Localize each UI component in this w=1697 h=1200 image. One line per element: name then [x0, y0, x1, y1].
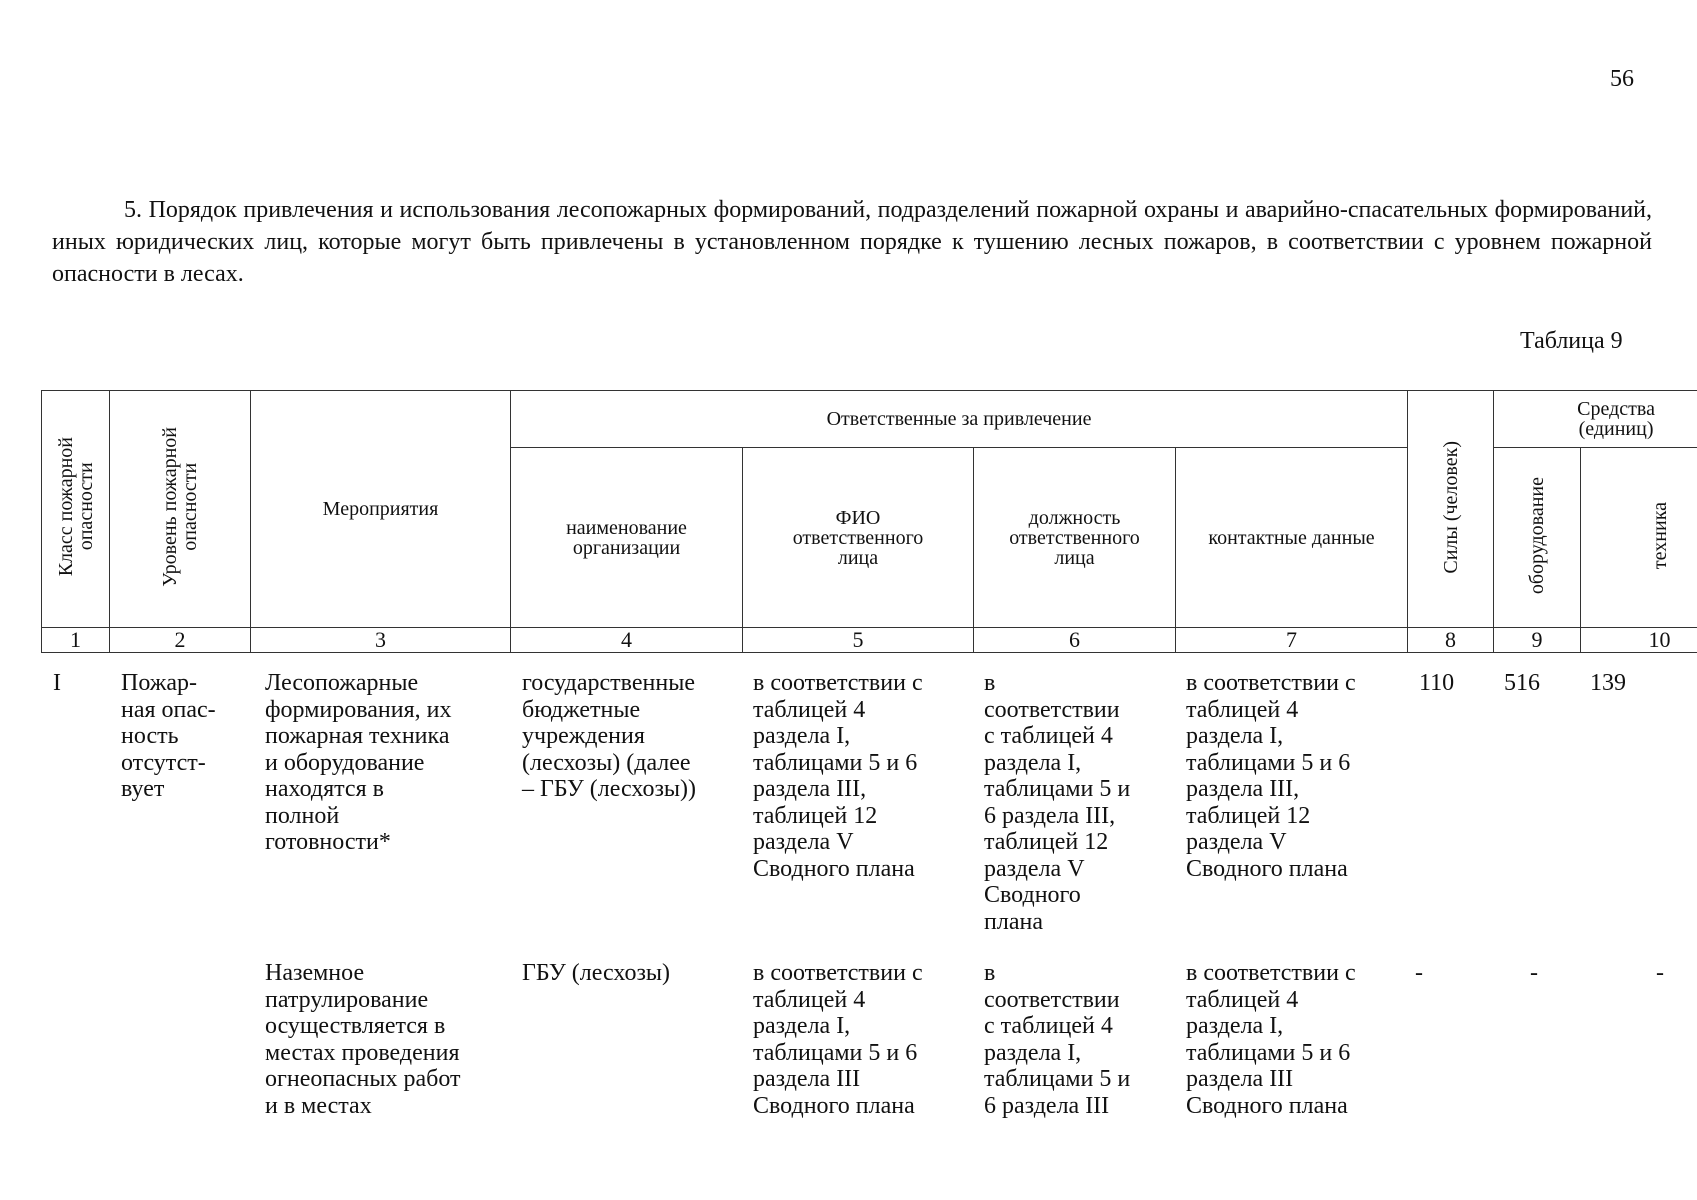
row-equipment: 516 [1504, 670, 1540, 696]
header-level-label: Уровень пожарной опасности [159, 427, 201, 587]
column-number-row [42, 627, 1697, 652]
column-number: 2 [110, 627, 251, 652]
header-class [42, 391, 110, 628]
header-responsible-group: Ответственные за привлечение [511, 391, 1408, 448]
row-measures: Наземное патрулирование осуществляется в местах проведения огнеопасных работ и в местах [265, 960, 461, 1119]
column-number: 7 [1176, 627, 1408, 652]
row-equipment: - [1530, 960, 1538, 986]
header-class-label: Класс пожарной опасности [54, 437, 97, 577]
row-contacts: в соответствии с таблицей 4 раздела I, таблицами 5 и 6 раздела III Сводного плана [1186, 960, 1356, 1119]
header-means-group: Средства (единиц) [1494, 391, 1697, 448]
header-forces [1408, 391, 1494, 628]
row-organization: государственные бюджетные учреждения (лесхозы) (далее – ГБУ (лесхозы)) [522, 670, 697, 802]
row-forces: - [1415, 960, 1423, 986]
header-forces-label: Силы (человек) [1439, 440, 1462, 574]
row-measures: Лесопожарные формирования, их пожарная техника и оборудование находятся в полной готовности* [265, 670, 452, 855]
column-number: 9 [1494, 627, 1581, 652]
row-organization: ГБУ (лесхозы) [522, 960, 671, 986]
column-number: 10 [1581, 627, 1697, 652]
column-number: 6 [974, 627, 1176, 652]
row-machinery: - [1656, 960, 1664, 986]
header-machinery-label: техника [1648, 502, 1671, 570]
row-position: в соответствии с таблицей 4 раздела I, таблицами 5 и 6 раздела III [984, 960, 1131, 1119]
intro-paragraph: 5. Порядок привлечения и использования лесопожарных формирований, подразделений пожарной охраны и аварийно-спасательных формирований, иных юридических лиц, которые могут быть привлечены в установленном порядке к тушению лесных пожаров, в соответствии с уровнем пожарной опасности в лесах. [52, 197, 1652, 287]
row-forces: 110 [1419, 670, 1455, 696]
header-equipment-label: оборудование [1526, 477, 1549, 595]
header-fio: ФИО ответственного лица [743, 448, 974, 627]
header-organization: наименование организации [511, 448, 743, 627]
row-contacts: в соответствии с таблицей 4 раздела I, таблицами 5 и 6 раздела III, таблицей 12 раздела V Сводного плана [1186, 670, 1356, 882]
column-number: 4 [511, 627, 743, 652]
column-number: 8 [1408, 627, 1494, 652]
row-level: Пожар- ная опас- ность отсутст- вует [121, 670, 216, 802]
table-header [41, 390, 1697, 653]
table-caption: Таблица 9 [1520, 328, 1623, 354]
row-machinery: 139 [1590, 670, 1626, 696]
header-contacts: контактные данные [1176, 448, 1408, 627]
row-class: I [53, 670, 61, 696]
header-position: должность ответственного лица [974, 448, 1176, 627]
header-measures: Мероприятия [251, 391, 511, 628]
row-fio: в соответствии с таблицей 4 раздела I, таблицами 5 и 6 раздела III, таблицей 12 раздела V Сводного плана [753, 670, 923, 882]
header-machinery [1581, 448, 1697, 627]
column-number: 3 [251, 627, 511, 652]
header-equipment [1494, 448, 1581, 627]
row-fio: в соответствии с таблицей 4 раздела I, таблицами 5 и 6 раздела III Сводного плана [753, 960, 923, 1119]
page-number: 56 [1610, 66, 1634, 92]
row-position: в соответствии с таблицей 4 раздела I, таблицами 5 и 6 раздела III, таблицей 12 раздела V Сводного плана [984, 670, 1131, 935]
column-number: 1 [42, 627, 110, 652]
column-number: 5 [743, 627, 974, 652]
header-level [110, 391, 251, 628]
